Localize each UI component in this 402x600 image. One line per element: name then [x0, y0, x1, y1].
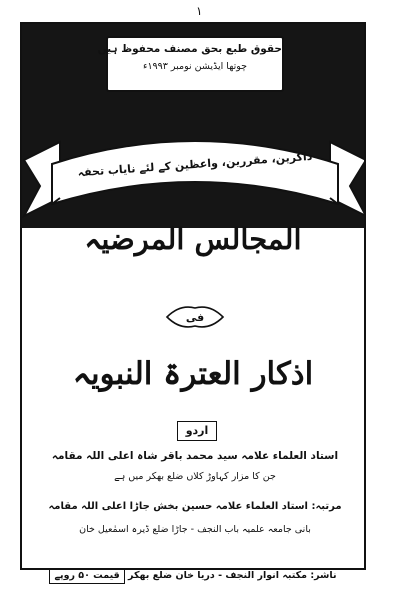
shrine-line: جن کا مزار کہاوڑ کلاں ضلع بھکر میں ہے [114, 471, 276, 482]
language-label: اردو [177, 421, 217, 441]
title-page-frame [20, 22, 366, 570]
founder-line: بانی جامعہ علمیہ باب النجف - جاڑا ضلع ڈیرہ اسمٰعیل خان [79, 524, 311, 535]
publisher-footer [14, 566, 366, 586]
compiler-line: مرتبہ: استاد العلماء علامہ حسین بخش جاڑا اعلی اللہ مقامہ [48, 501, 342, 512]
book-subtitle: اذکار العترۃ النبویہ [72, 356, 314, 392]
price-box: قیمت ۵۰ روپے [49, 568, 124, 584]
copyright-line: حقوق طبع بحق مصنف محفوظ ہیں [97, 43, 282, 55]
publisher-text: ناشر: مکتبہ انوار النجف - دریا خان ضلع بھکر [128, 570, 337, 581]
author-line: استاد العلماء علامہ سید محمد باقر شاہ اعلی اللہ مقامہ [51, 450, 339, 462]
book-main-title: المجالس المرضیہ [84, 222, 302, 256]
edition-line: چوتھا ایڈیشن نومبر ۱۹۹۳ء [142, 61, 248, 72]
page-number: ۱ [196, 4, 203, 18]
ribbon-text: ذاکرین، مقررین، واعظین کے لئے نایاب تحفہ [77, 149, 313, 180]
connector-word: فی [185, 311, 205, 324]
rights-notice-box [97, 36, 284, 92]
